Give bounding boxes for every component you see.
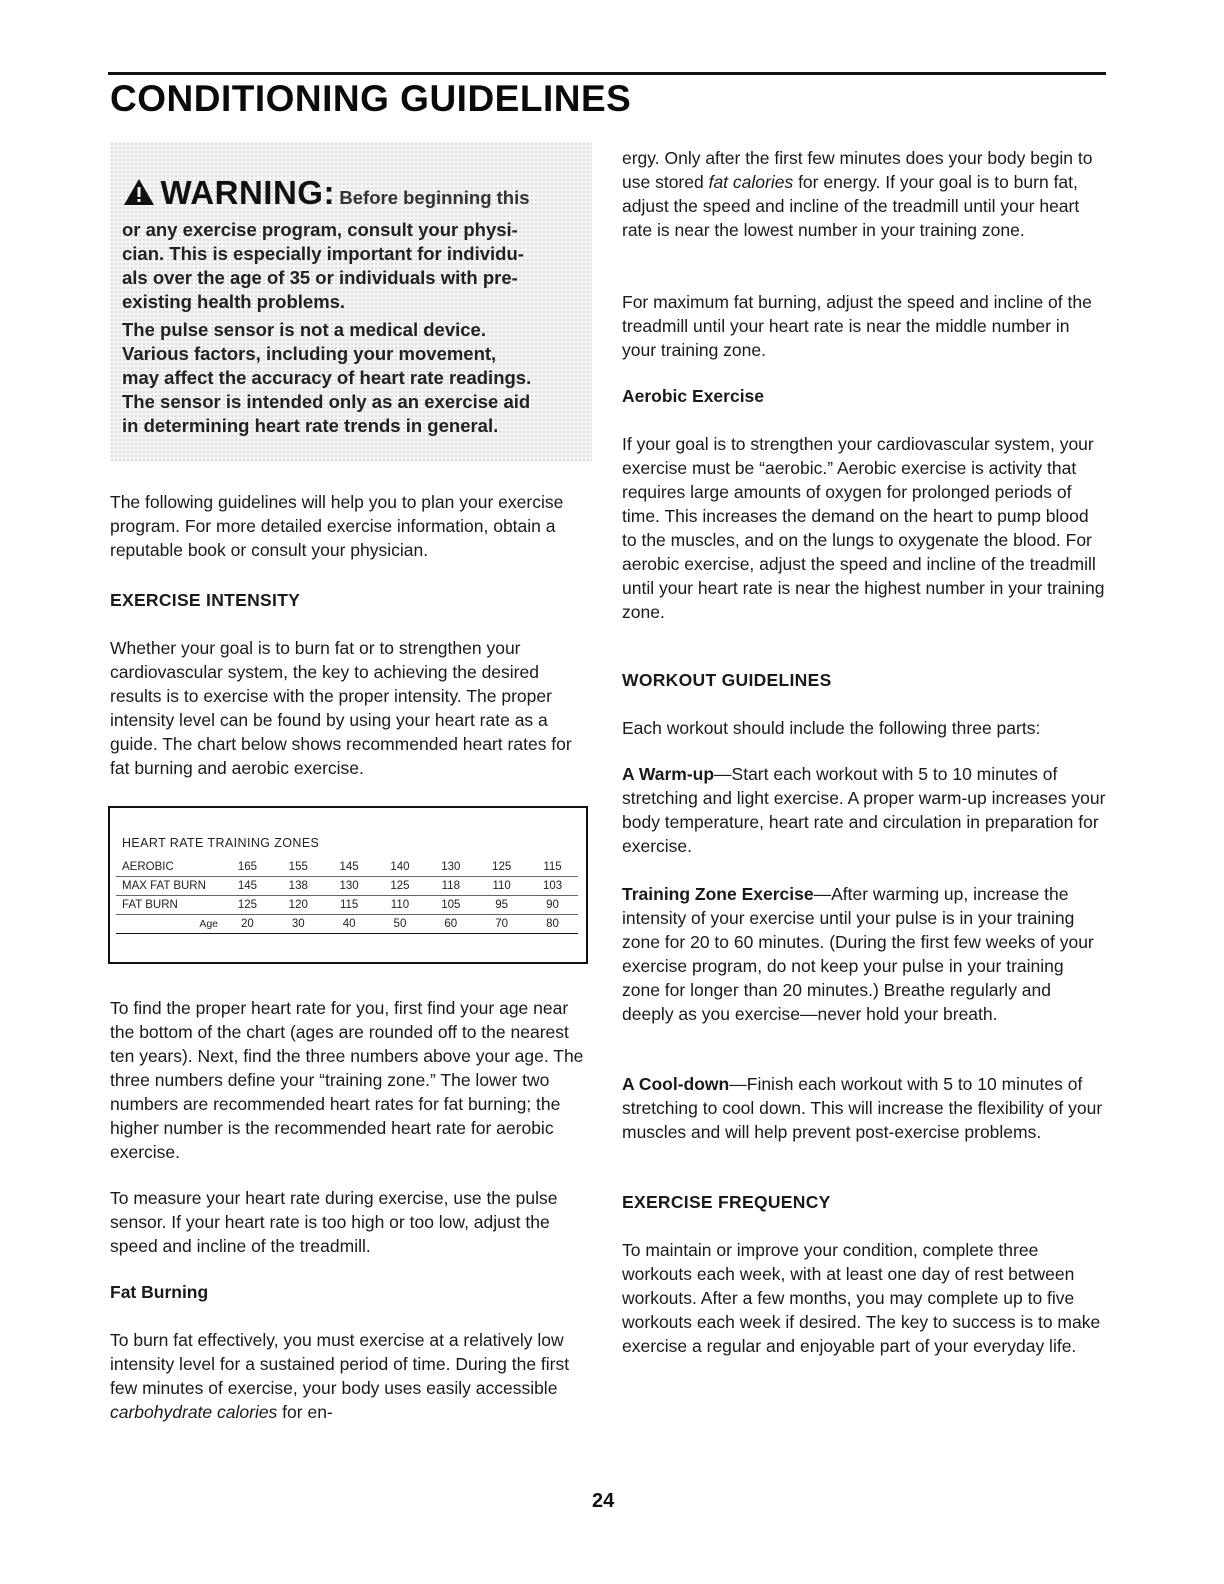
page-title: CONDITIONING GUIDELINES bbox=[110, 78, 632, 119]
table-cell: 110 bbox=[375, 896, 426, 915]
measure-paragraph: To measure your heart rate during exercise, use the pulse sensor. If your heart rate is too high or too low, adjust the speed and incline of the treadmill. bbox=[110, 1188, 558, 1256]
table-cell: 145 bbox=[222, 877, 273, 896]
table-row bbox=[116, 896, 578, 915]
text-run: To burn fat effectively, you must exercise at a relatively low intensity level for a sustained period of time. During the first few minutes of exercise, your body uses easily accessible bbox=[110, 1330, 570, 1398]
table-cell: 120 bbox=[273, 896, 324, 915]
table-cell: 103 bbox=[527, 877, 578, 896]
exercise-frequency-heading: EXERCISE FREQUENCY bbox=[622, 1192, 831, 1212]
age-cell: 80 bbox=[527, 915, 578, 934]
table-row bbox=[116, 858, 578, 877]
row-label: FAT BURN bbox=[116, 896, 222, 915]
workout-guidelines-heading: WORKOUT GUIDELINES bbox=[622, 670, 832, 690]
warning-line: may affect the accuracy of heart rate readings. bbox=[122, 367, 532, 388]
warning-line: Various factors, including your movement, bbox=[122, 343, 497, 364]
table-cell: 90 bbox=[527, 896, 578, 915]
warning-line: The sensor is intended only as an exercise aid bbox=[122, 391, 531, 412]
table-cell: 165 bbox=[222, 858, 273, 877]
warning-line: existing health problems. bbox=[122, 291, 346, 312]
training-zone-paragraph bbox=[622, 882, 1106, 1026]
warmup-paragraph bbox=[622, 762, 1106, 858]
heart-rate-chart bbox=[108, 806, 588, 964]
text-run: —After warming up, increase the intensity of your exercise until your pulse is in your training zone for 20 to 60 minutes. (During the first few weeks of your exercise program, do not keep your pulse in your training zone for longer than 20 minutes.) Breathe regularly and deeply as you exercise—never hold your breath. bbox=[622, 884, 1094, 1024]
table-cell: 138 bbox=[273, 877, 324, 896]
max-fat-burning-paragraph: For maximum fat burning, adjust the speed and incline of the treadmill until your heart rate is near the middle number in your training zone. bbox=[622, 292, 1092, 360]
fat-burning-heading: Fat Burning bbox=[110, 1282, 209, 1302]
exercise-intensity-heading: EXERCISE INTENSITY bbox=[110, 590, 301, 610]
warning-line: in determining heart rate trends in general. bbox=[122, 415, 499, 436]
page-number: 24 bbox=[592, 1490, 615, 1512]
table-cell: 125 bbox=[375, 877, 426, 896]
fat-burning-continued-paragraph bbox=[622, 146, 1106, 242]
table-cell: 125 bbox=[476, 858, 527, 877]
text-run: for energy. If your goal is to burn fat, adjust the speed and incline of the treadmill until your heart rate is near the lowest number in your training zone. bbox=[622, 172, 1080, 240]
aerobic-paragraph: If your goal is to strengthen your cardiovascular system, your exercise must be “aerobic.” Aerobic exercise is activity that requires large amounts of oxygen for prolonged periods of time. This increases the demand on the heart to pump blood to the muscles, and on the lungs to oxygenate the blood. For aerobic exercise, adjust the speed and incline of the treadmill until your heart rate is near the highest number in your training zone. bbox=[622, 434, 1105, 622]
table-cell: 110 bbox=[476, 877, 527, 896]
training-zone-lead: Training Zone Exercise bbox=[622, 884, 814, 904]
row-label: MAX FAT BURN bbox=[116, 877, 222, 896]
emphasis-text: fat calories bbox=[708, 172, 794, 192]
table-cell: 118 bbox=[425, 877, 476, 896]
warning-triangle-icon bbox=[122, 177, 156, 207]
warning-box bbox=[110, 142, 592, 462]
warning-lead-text: Before beginning this bbox=[339, 187, 530, 208]
aerobic-exercise-heading: Aerobic Exercise bbox=[622, 386, 765, 406]
fat-burning-paragraph bbox=[110, 1328, 592, 1424]
table-cell: 155 bbox=[273, 858, 324, 877]
warning-paragraph-1 bbox=[122, 174, 592, 314]
table-cell: 95 bbox=[476, 896, 527, 915]
warning-paragraph-2 bbox=[122, 318, 592, 438]
text-run: —Start each workout with 5 to 10 minutes of stretching and light exercise. A proper warm-up increases your body temperature, heart rate and circulation in preparation for exercise. bbox=[622, 764, 1106, 856]
table-cell: 130 bbox=[425, 858, 476, 877]
text-run: for en- bbox=[277, 1402, 333, 1422]
chart-explanation-paragraph: To find the proper heart rate for you, first find your age near the bottom of the chart (ages are rounded off to the nearest ten years). Next, find the three numbers above your age. The three numbers define your “training zone.” The lower two numbers are recommended heart rates for fat burning; the higher number is the recommended heart rate for aerobic exercise. bbox=[110, 998, 584, 1162]
text-run: —Finish each workout with 5 to 10 minutes of stretching to cool down. This will increase the flexibility of your muscles and will help prevent post-exercise problems. bbox=[622, 1074, 1103, 1142]
warmup-lead: A Warm-up bbox=[622, 764, 715, 784]
text-run: ergy. Only after the first few minutes does your body begin to use stored bbox=[622, 148, 1093, 192]
warning-line: The pulse sensor is not a medical device. bbox=[122, 319, 486, 340]
emphasis-text: carbohydrate calories bbox=[110, 1402, 278, 1422]
warning-line: als over the age of 35 or individuals with pre- bbox=[122, 267, 518, 288]
age-cell: 60 bbox=[425, 915, 476, 934]
age-label: Age bbox=[116, 915, 222, 934]
heart-rate-chart-title: HEART RATE TRAINING ZONES bbox=[122, 836, 320, 850]
table-cell: 125 bbox=[222, 896, 273, 915]
age-cell: 20 bbox=[222, 915, 273, 934]
table-cell: 105 bbox=[425, 896, 476, 915]
table-row bbox=[116, 877, 578, 896]
age-cell: 40 bbox=[324, 915, 375, 934]
table-cell: 145 bbox=[324, 858, 375, 877]
table-cell: 130 bbox=[324, 877, 375, 896]
table-cell: 140 bbox=[375, 858, 426, 877]
intro-paragraph: The following guidelines will help you to plan your exercise program. For more detailed exercise information, obtain a reputable book or consult your physician. bbox=[110, 492, 564, 560]
age-cell: 30 bbox=[273, 915, 324, 934]
row-label: AEROBIC bbox=[116, 858, 222, 877]
warning-line: cian. This is especially important for individu- bbox=[122, 243, 524, 264]
table-cell: 115 bbox=[324, 896, 375, 915]
exercise-frequency-paragraph: To maintain or improve your condition, complete three workouts each week, with at least one day of rest between workouts. After a few months, you may complete up to five workouts each week if desired. The key to success is to make exercise a regular and enjoyable part of your everyday life. bbox=[622, 1240, 1101, 1356]
age-cell: 50 bbox=[375, 915, 426, 934]
warning-label: WARNING: bbox=[160, 174, 335, 211]
age-row bbox=[116, 915, 578, 934]
cooldown-paragraph bbox=[622, 1072, 1106, 1144]
exercise-intensity-paragraph: Whether your goal is to burn fat or to strengthen your cardiovascular system, the key to achieving the desired results is to exercise with the proper intensity. The proper intensity level can be found by using your heart rate as a guide. The chart below shows recommended heart rates for fat burning and aerobic exercise. bbox=[110, 638, 572, 778]
age-cell: 70 bbox=[476, 915, 527, 934]
cooldown-lead: A Cool-down bbox=[622, 1074, 730, 1094]
workout-intro-paragraph: Each workout should include the following three parts: bbox=[622, 718, 1041, 738]
table-cell: 115 bbox=[527, 858, 578, 877]
title-rule bbox=[108, 72, 1106, 75]
warning-line: or any exercise program, consult your physi- bbox=[122, 219, 518, 240]
heart-rate-table bbox=[116, 858, 578, 934]
